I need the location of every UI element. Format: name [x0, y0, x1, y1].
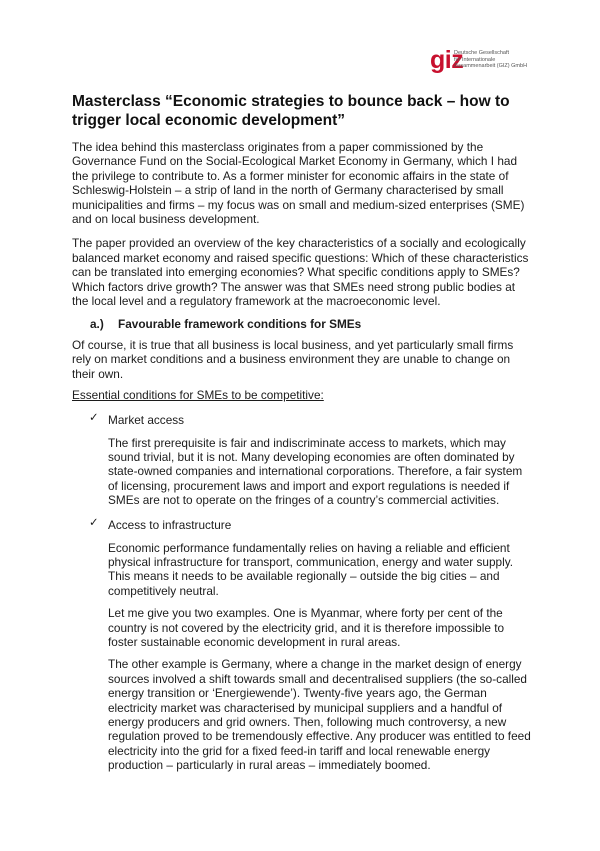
section-title: Favourable framework conditions for SMEs — [118, 317, 362, 332]
germany-paragraph: The other example is Germany, where a change in the market design of energy sources involved a shift towards small and decentralised suppliers (the so-called energy transition or ‘Energiewende’). Twenty-five years ago, the German electricity market was characterised by municipal suppliers and a handful of energy producers and grid owners. Then, following much controversy, a new regulation proved to be tremendously effective. Any producer was entitled to feed electricity into the grid for a fixed feed-in tariff and local renewable energy production – particularly in rural areas – immediately boomed. — [108, 657, 531, 773]
document-title: Masterclass “Economic strategies to bounce back – how to trigger local economic development” — [72, 93, 510, 129]
logo-line-3: Zusammenarbeit (GIZ) GmbH — [454, 63, 528, 70]
section-number: a.) — [90, 317, 104, 332]
checkmark-icon: ✓ — [89, 411, 99, 424]
infrastructure-paragraph: Economic performance fundamentally relies on having a reliable and efficient physical infrastructure for transport, communication, energy and water supply. This means it needs to be available regionally – outside the big cities – and competitively neutral. — [108, 540, 513, 598]
list-item-label: Market access — [108, 412, 185, 427]
section-heading — [72, 317, 532, 331]
intro-paragraph: The idea behind this masterclass originates from a paper commissioned by the Governance Fund on the Social-Ecological Market Economy in Germany, which I had the privilege to contribute to. As a former minister for economic affairs in the state of Schleswig-Holstein – a strip of land in the north of Germany characterised by small municipalities and firms – my focus was on small and medium-sized enterprises (SME) and on local business development. — [72, 140, 525, 227]
market-access-paragraph: The first prerequisite is fair and indiscriminate access to markets, which may sound trivial, but it is not. Many developing economies are often dominated by state-owned companies and international corporations. Therefore, a fair system of licensing, procurement laws and import and export regulations is needed if SMEs are not to operate on the fringes of a country’s commercial activities. — [108, 435, 523, 508]
conditions-heading: Essential conditions for SMEs to be competitive: — [72, 388, 324, 403]
list-item-infrastructure — [72, 516, 532, 534]
logo-mark: giz — [430, 46, 464, 74]
list-item-market-access — [72, 411, 532, 429]
overview-paragraph: The paper provided an overview of the key characteristics of a socially and ecologically balanced market economy and raised specific questions: Which of these characteristics can be translated into emerging economies? What specific conditions apply to SMEs? Which factors drive growth? The answer was that SMEs need strong public bodies at the local level and a regulatory framework at the macroeconomic level. — [72, 236, 529, 309]
logo-line-1: Deutsche Gesellschaft — [454, 50, 510, 56]
myanmar-paragraph: Let me give you two examples. One is Myanmar, where forty per cent of the country is not covered by the electricity grid, and it is therefore impossible to foster sustainable economic development in rural areas. — [108, 606, 505, 649]
giz-logo — [430, 46, 540, 78]
document-body — [72, 92, 532, 773]
section-intro-paragraph: Of course, it is true that all business is local business, and yet particularly small firms rely on market conditions and a business environment they are unable to change on their own. — [72, 337, 514, 381]
list-item-label: Access to infrastructure — [108, 517, 232, 532]
logo-text — [454, 50, 527, 70]
logo-line-2: für Internationale — [454, 56, 496, 63]
checkmark-icon: ✓ — [89, 516, 99, 529]
